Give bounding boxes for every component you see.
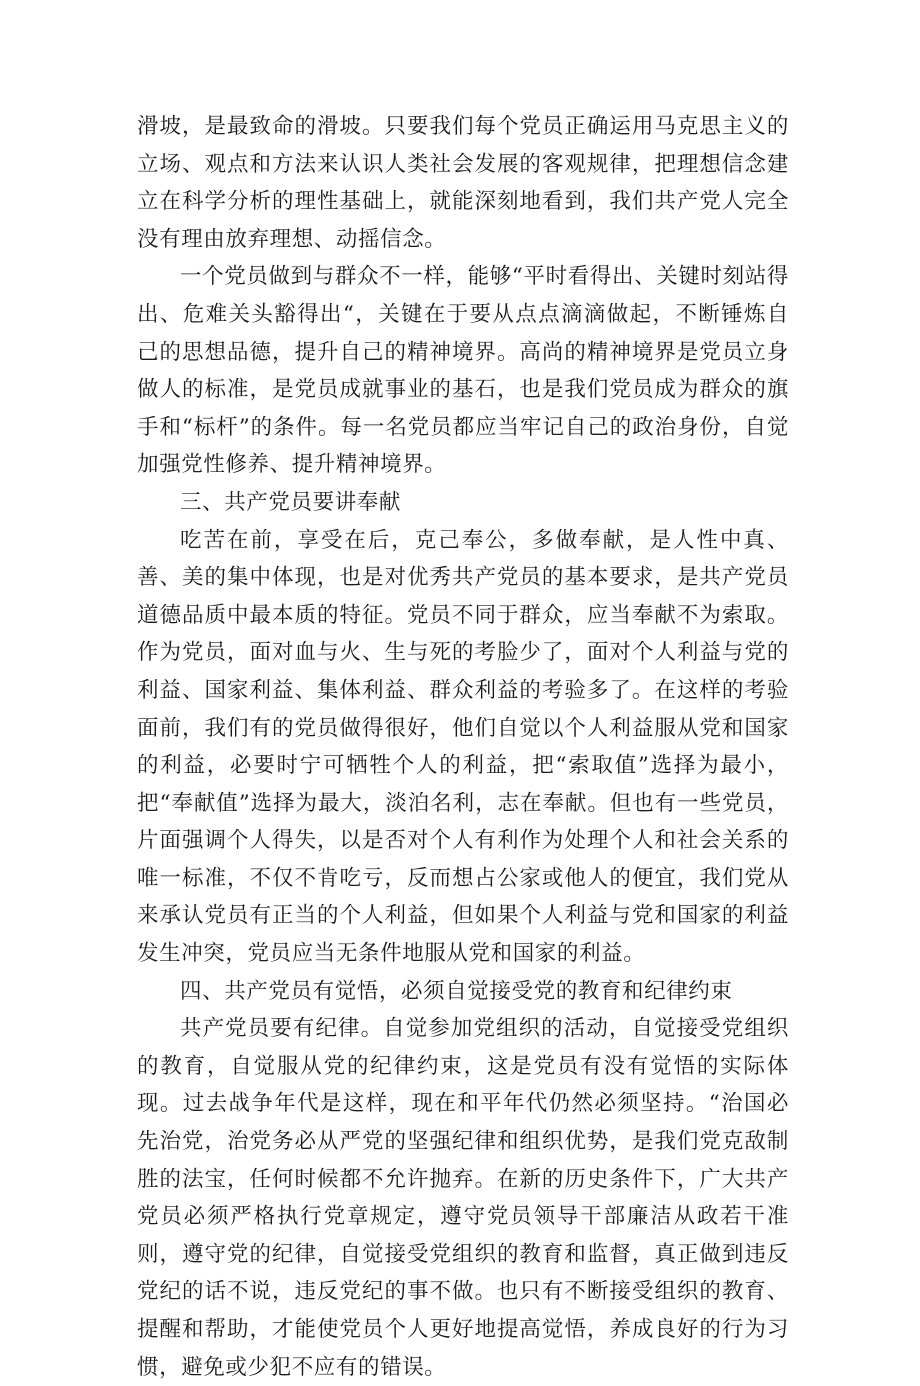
paragraph-discipline: 共产党员要有纪律。自觉参加党组织的活动，自觉接受党组织的教育，自觉服从党的纪律约束，这是党员有没有觉悟的实际体现。过去战争年代是这样，现在和平年代仍然必须坚持。“治国必先治党，治党务必从严党的坚强纪律和组织优势，是我们党克敌制胜的法宝，任何时候都不允许抛弃。在新的历史条件下，广大共产党员必须严格执行党章规定，遵守党员领导干部廉洁从政若干准则，遵守党的纪律，自觉接受党组织的教育和监督，真正做到违反党纪的话不说，违反党纪的事不做。也只有不断接受组织的教育、提醒和帮助，才能使党员个人更好地提高觉悟，养成良好的行为习惯，避免或少犯不应有的错误。 <box>137 1016 789 1380</box>
paragraph-spiritual-realm: 一个党员做到与群众不一样，能够“平时看得出、关键时刻站得出、危难关头豁得出“，关键在于要从点点滴滴做起，不断锤炼自己的思想品德，提升自己的精神境界。高尚的精神境界是党员立身做人的标准，是党员成就事业的基石，也是我们党员成为群众的旗手和“标杆”的条件。每一名党员都应当牢记自己的政治身份，自觉加强党性修养、提升精神境界。 <box>137 264 789 478</box>
paragraph-continuation: 滑坡，是最致命的滑坡。只要我们每个党员正确运用马克思主义的立场、观点和方法来认识人类社会发展的客观规律，把理想信念建立在科学分析的理性基础上，就能深刻地看到，我们共产党人完全没有理由放弃理想、动摇信念。 <box>137 114 789 252</box>
document-body <box>137 108 789 1386</box>
section-heading-discipline: 四、共产党员有觉悟，必须自觉接受党的教育和纪律约束 <box>180 978 733 1004</box>
section-heading-dedication: 三、共产党员要讲奉献 <box>180 489 402 515</box>
paragraph-dedication: 吃苦在前，享受在后，克己奉公，多做奉献，是人性中真、善、美的集中体现，也是对优秀共产党员的基本要求，是共产党员道德品质中最本质的特征。党员不同于群众，应当奉献不为索取。作为党员，面对血与火、生与死的考脸少了，面对个人利益与党的利益、国家利益、集体利益、群众利益的考验多了。在这样的考验面前，我们有的党员做得很好，他们自觉以个人利益服从党和国家的利益，必要时宁可牺牲个人的利益，把“索取值”选择为最小，把“奉献值”选择为最大，淡泊名利，志在奉献。但也有一些党员，片面强调个人得失，以是否对个人有利作为处理个人和社会关系的唯一标准，不仅不肯吃亏，反而想占公家或他人的便宜，我们党从来承认党员有正当的个人利益，但如果个人利益与党和国家的利益发生冲突，党员应当无条件地服从党和国家的利益。 <box>137 527 789 967</box>
